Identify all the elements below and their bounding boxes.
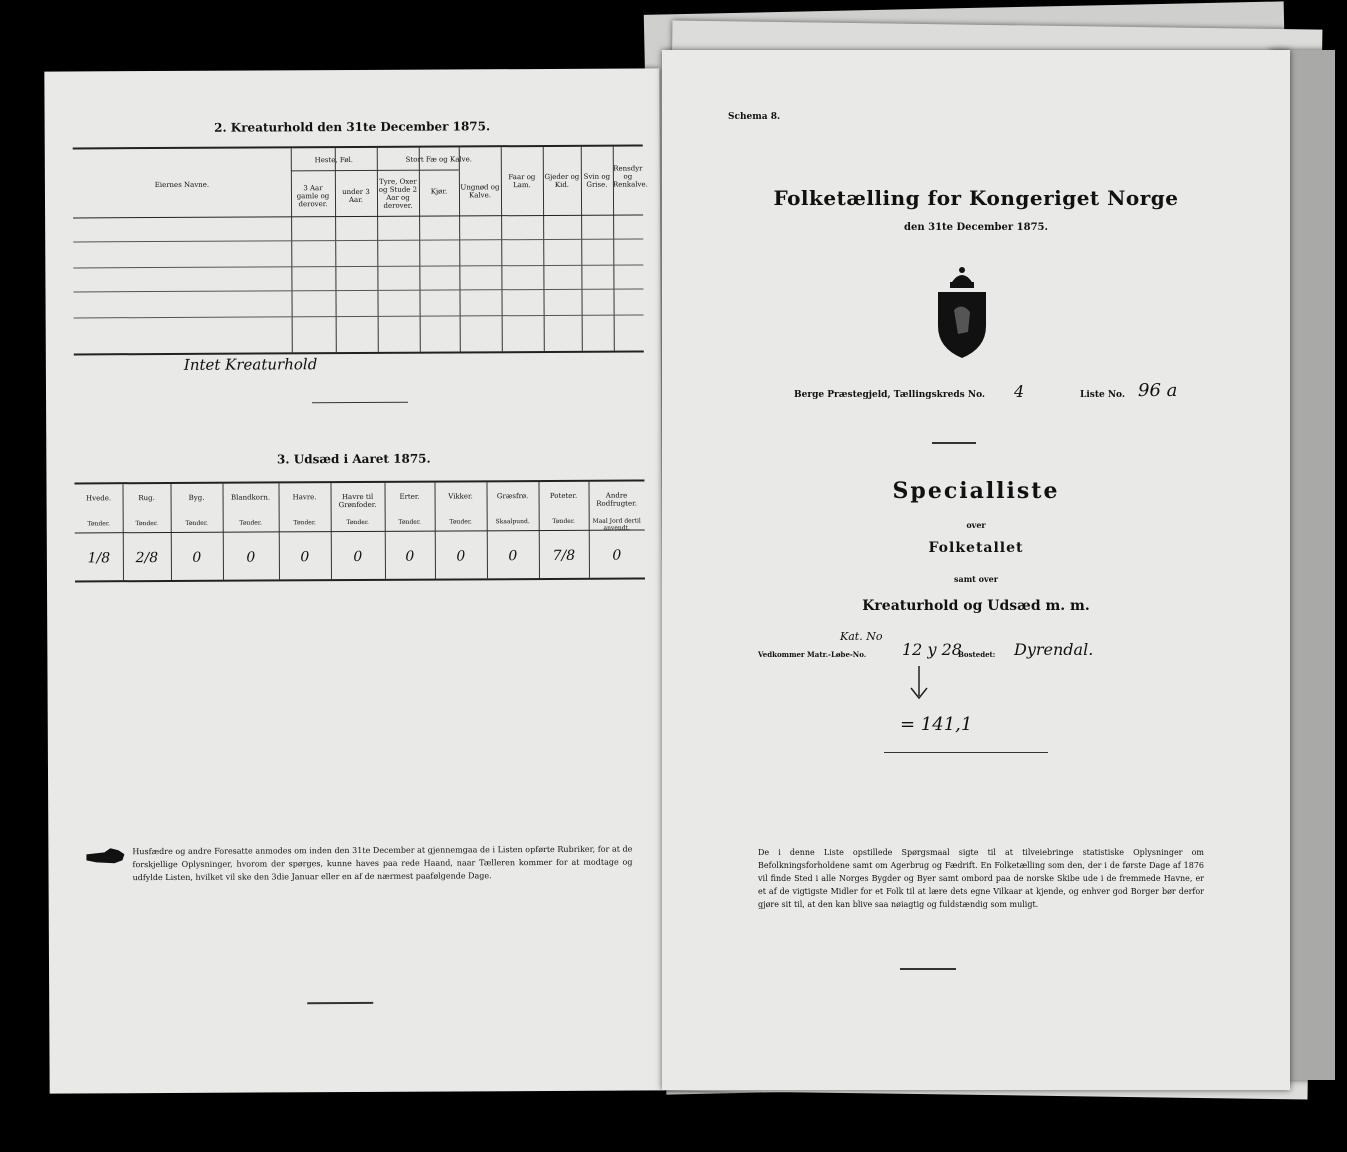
t3-header-10: Andre Rodfrugter.	[596, 491, 637, 508]
col-gjeder: Gjeder og Kid.	[544, 172, 580, 189]
t2-row-line	[74, 314, 644, 318]
folketallet-text: Folketallet	[928, 540, 1024, 556]
t3-value-9: 7/8	[552, 547, 576, 564]
t3-header-line	[75, 529, 645, 533]
t3-value-5: 0	[353, 548, 363, 566]
separator-rule	[932, 442, 976, 444]
t2-row-line	[73, 288, 643, 292]
over-text: over	[966, 520, 986, 530]
separator-rule	[900, 968, 956, 970]
t3-value-4: 0	[300, 549, 310, 566]
t3-header-3: Blandkorn.	[230, 493, 271, 502]
form-title: Folketælling for Kongeriget Norge	[773, 186, 1179, 210]
bostedet-value: Dyrendal.	[1014, 640, 1094, 659]
t3-value-0: 1/8	[87, 550, 111, 567]
samt-over-text: samt over	[954, 574, 998, 584]
t3-header-1: Rug.	[138, 494, 155, 503]
t3-header-0: Hvede.	[86, 494, 112, 503]
t3-value-2: 0	[192, 549, 202, 566]
vedkommer-label: Vedkommer Matr.-Løbe-No.	[758, 650, 867, 659]
section3-title: 3. Udsæd i Aaret 1875.	[276, 451, 431, 467]
t3-value-6: 0	[405, 548, 415, 565]
t2-divider	[459, 147, 461, 351]
kreaturhold-text: Kreaturhold og Udsæd m. m.	[862, 598, 1090, 614]
t3-header-6: Erter.	[399, 492, 420, 501]
col-eiernes-navne: Eiernes Navne.	[154, 180, 210, 190]
col-heste-a: 3 Aar gamle og derover.	[296, 184, 330, 209]
t3-unit-8: Skaalpund.	[495, 518, 530, 526]
handwritten-no-livestock: Intet Kreaturhold	[183, 355, 318, 374]
prestegjeld-label: Berge Præstegjeld, Tællingskreds No.	[794, 390, 986, 400]
col-heste: Heste, Føl.	[314, 156, 354, 165]
schema-label: Schema 8.	[728, 112, 781, 122]
seeding-table	[74, 479, 645, 582]
separator-rule	[307, 1002, 373, 1004]
t3-value-1: 2/8	[135, 550, 159, 567]
t3-unit-10: Maal Jord dertil anvendt.	[592, 517, 641, 532]
t2-row-line	[73, 264, 643, 268]
t3-unit-0: Tønder.	[87, 520, 110, 528]
bostedet-label: Bostedet:	[958, 650, 996, 659]
col-stort-a: Tyre, Oxer og Stude 2 Aar og derover.	[378, 177, 418, 210]
col-heste-b: under 3 Aar.	[342, 187, 370, 205]
down-arrow-icon	[908, 666, 930, 702]
section2-title: 2. Kreaturhold den 31te December 1875.	[214, 119, 491, 135]
left-page	[44, 68, 664, 1093]
col-svin: Svin og Grise.	[583, 172, 611, 189]
t3-unit-7: Tønder.	[449, 518, 472, 526]
calculation-note: = 141,1	[900, 714, 973, 735]
t3-header-4: Havre.	[292, 493, 317, 502]
census-info-paragraph: De i denne Liste opstillede Spørgsmaal sigte til at tilveiebringe statistiske Oplysninger om Befolkningsforholdene samt om Agerbrug og Fædrift. En Folketælling som den, der i de første Dage af 1876 vil finde Sted i alle Norges Bygder og Byer samt ombord paa de norske Skibe ude i de fremmede Havne, er et af de vigtigste Midler for et Folk til at lære dets egne Vilkaar at kjende, og enhver god Borger bør derfor gjøre sit til, at den kan blive saa nøiagtig og fuldstændig som muligt.	[758, 848, 1204, 909]
livestock-table	[73, 144, 648, 355]
t3-value-7: 0	[456, 548, 466, 565]
liste-label: Liste No.	[1080, 390, 1126, 400]
t2-divider	[335, 148, 337, 352]
t2-subheader-line	[291, 169, 459, 171]
t2-divider	[291, 148, 293, 352]
t3-header-5: Havre til Grønfoder.	[338, 492, 377, 510]
t3-value-8: 0	[508, 548, 518, 565]
t3-header-2: Byg.	[188, 493, 205, 502]
t2-row-line	[73, 238, 643, 242]
t3-header-7: Vikker.	[448, 492, 473, 501]
separator-rule	[312, 402, 408, 404]
col-rensdyr: Rensdyr og Renkalve.	[612, 164, 648, 189]
col-faar: Faar og Lam.	[508, 173, 536, 190]
t2-header-line	[73, 214, 643, 218]
matr-prefix: Kat. No	[840, 630, 883, 643]
col-stort-b: Kjør.	[430, 187, 448, 196]
t3-unit-6: Tønder.	[398, 518, 421, 526]
right-page	[662, 50, 1290, 1090]
t3-header-8: Græsfrø.	[496, 492, 529, 501]
specialliste-title: Specialliste	[892, 478, 1060, 504]
t3-unit-2: Tønder.	[185, 519, 208, 527]
pointing-hand-icon	[84, 846, 126, 866]
form-subtitle: den 31te December 1875.	[904, 222, 1048, 233]
t3-unit-5: Tønder.	[346, 518, 369, 527]
t3-header-9: Poteter.	[549, 491, 578, 500]
t3-unit-9: Tønder.	[552, 517, 575, 525]
col-stort: Stort Fæ og Kalve.	[405, 155, 472, 164]
t3-unit-3: Tønder.	[239, 519, 262, 527]
t3-unit-4: Tønder.	[293, 519, 316, 527]
liste-number: 96 a	[1138, 380, 1178, 401]
t3-value-3: 0	[246, 549, 256, 566]
household-notice: Husfædre og andre Foresatte anmodes om inden den 31te December at gjennemgaa de i Listen opførte Rubriker, for at de forskjellige Oplysninger, hvorom der spørges, kunne haves paa rede Haand, naar Tælleren kommer for at modtage og udfylde Listen, hvilket vil ske den 3die Januar eller en af de nærmest paafølgende Dage.	[132, 844, 633, 883]
t3-value-10: 0	[612, 547, 622, 564]
col-stort-c: Ungnød og Kalve.	[460, 183, 500, 200]
t3-unit-1: Tønder.	[135, 520, 158, 528]
norway-coat-of-arms-icon	[932, 262, 992, 360]
matr-number: 12 y 28	[902, 640, 962, 659]
tellingskreds-number: 4	[1014, 382, 1025, 401]
separator-rule	[884, 752, 1048, 753]
t2-divider	[419, 148, 421, 352]
